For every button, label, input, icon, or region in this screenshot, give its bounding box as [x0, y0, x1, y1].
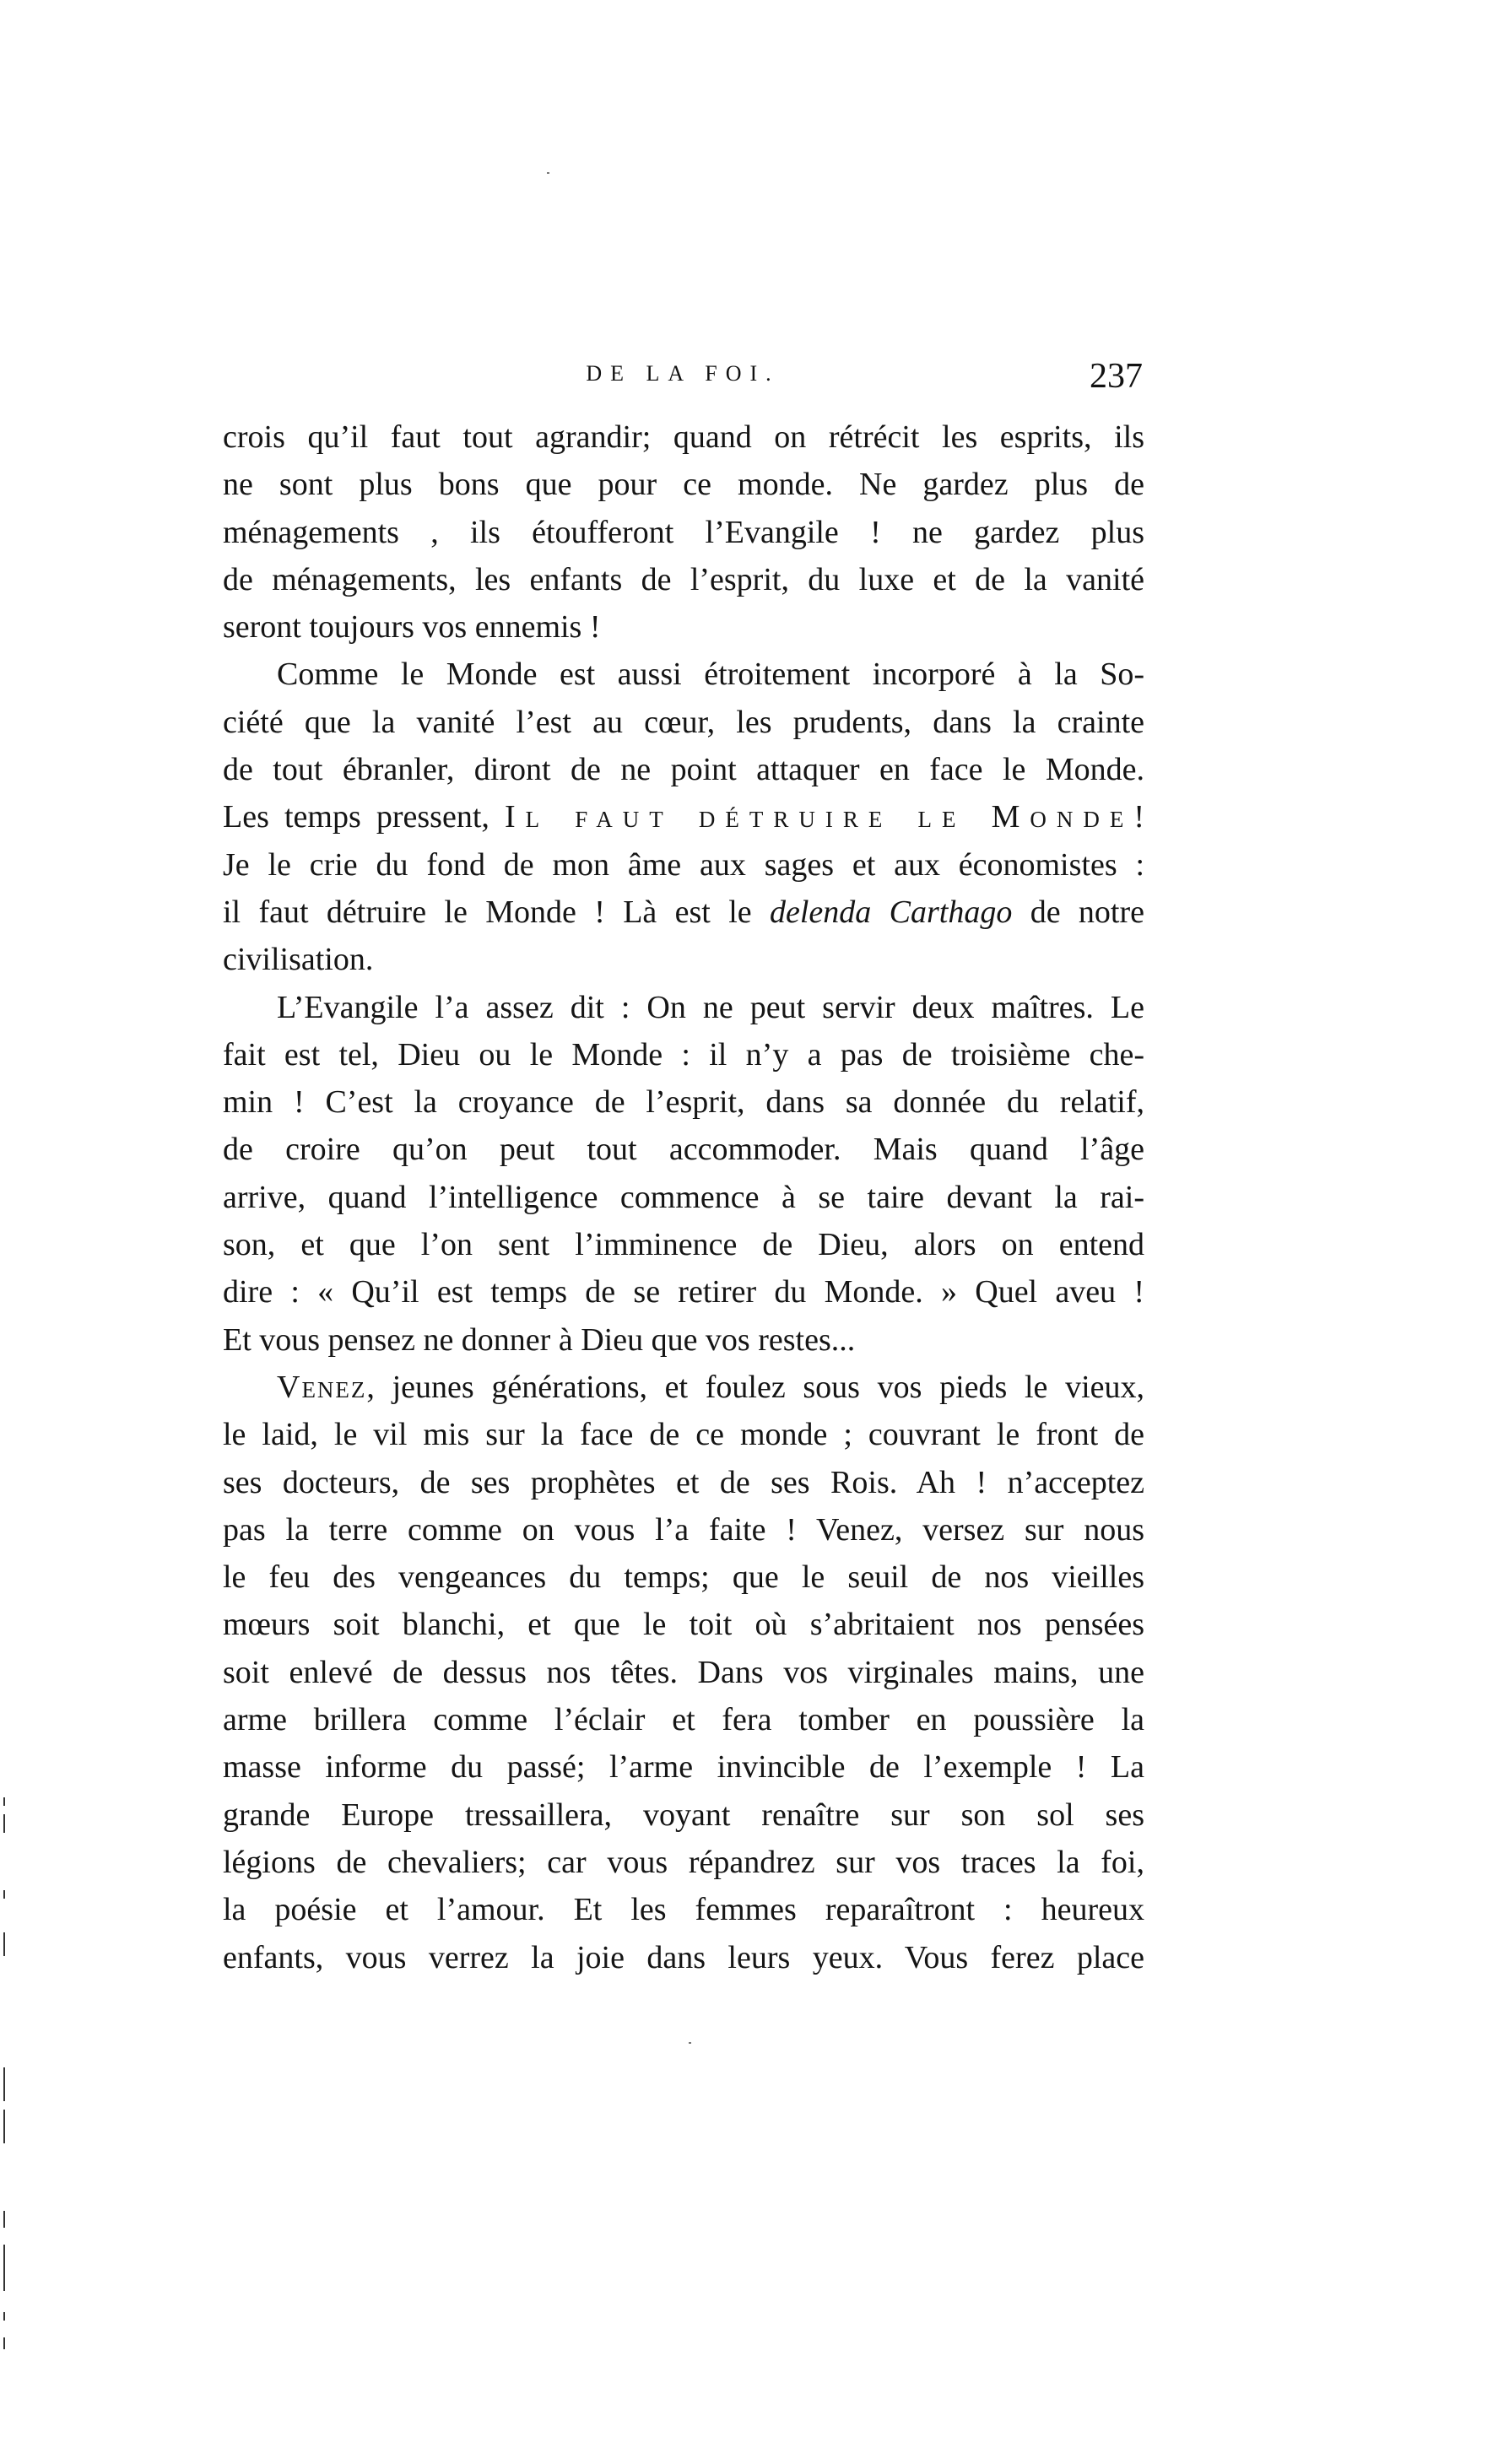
text-run: ! — [1133, 799, 1144, 835]
text-line: la poésie et l’amour. Et les femmes reparaîtront : heureux — [223, 1892, 1144, 1928]
body-text — [223, 413, 1144, 1981]
text-line: ciété que la vanité l’est au cœur, les prudents, dans la crainte — [223, 704, 1144, 740]
text-line: min ! C’est la croyance de l’esprit, dans sa donnée du relatif, — [223, 1084, 1144, 1121]
text-line: pas la terre comme on vous l’a faite ! Venez, versez sur nous — [223, 1511, 1144, 1548]
text-line: arrive, quand l’intelligence commence à se taire devant la rai- — [223, 1179, 1144, 1215]
text-line: le feu des vengeances du temps; que le seuil de nos vieilles — [223, 1559, 1144, 1596]
text-run: , jeunes générations, et foulez sous vos pieds le vieux, — [366, 1369, 1144, 1405]
text-line: Et vous pensez ne donner à Dieu que vos restes... — [223, 1321, 856, 1358]
text-line: ne sont plus bons que pour ce monde. Ne gardez plus de — [223, 467, 1144, 503]
text-line: masse informe du passé; l’arme invincible de l’exemple ! La — [223, 1749, 1144, 1786]
text-line: son, et que l’on sent l’imminence de Dieu, alors on entend — [223, 1227, 1144, 1263]
text-line: dire : « Qu’il est temps de se retirer du Monde. » Quel aveu ! — [223, 1274, 1144, 1310]
text-run: de notre — [1012, 894, 1144, 930]
text-line: Je le crie du fond de mon âme aux sages et aux économistes : — [223, 846, 1144, 883]
scan-artifact-mark — [3, 1814, 5, 1833]
scan-speck — [547, 172, 549, 174]
scan-speck — [689, 2042, 691, 2044]
text-line: ses docteurs, de ses prophètes et de ses Rois. Ah ! n’acceptez — [223, 1464, 1144, 1500]
italic-latin-phrase: delenda Carthago — [770, 894, 1013, 930]
scan-artifact-mark — [3, 2067, 5, 2101]
text-line: de ménagements, les enfants de l’esprit, du luxe et de la vanité — [223, 561, 1144, 597]
scan-artifact-mark — [3, 1932, 5, 1956]
text-line: soit enlevé de dessus nos têtes. Dans vos virginales mains, une — [223, 1654, 1144, 1690]
text-line: civilisation. — [223, 942, 374, 978]
text-line: crois qu’il faut tout agrandir; quand on rétrécit les esprits, ils — [223, 419, 1144, 455]
text-line-emphasis — [223, 793, 1144, 840]
text-line: de croire qu’on peut tout accommoder. Mais quand l’âge — [223, 1132, 1144, 1168]
text-line: fait est tel, Dieu ou le Monde : il n’y a pas de troisième che- — [223, 1036, 1144, 1073]
scan-artifact-mark — [3, 1797, 5, 1806]
page-number: 237 — [1090, 357, 1143, 396]
scan-artifact-mark — [3, 1890, 5, 1899]
text-line: mœurs soit blanchi, et que le toit où s’abritaient nos pensées — [223, 1607, 1144, 1643]
text-line: Comme le Monde est aussi étroitement incorporé à la So- — [277, 657, 1144, 693]
running-head — [223, 356, 1143, 396]
text-line: de tout ébranler, diront de ne point attaquer en face le Monde. — [223, 752, 1144, 788]
text-run: Les temps pressent, — [223, 799, 505, 835]
scan-artifact-mark — [3, 2110, 5, 2143]
scan-artifact-mark — [3, 2245, 5, 2291]
text-line: grande Europe tressaillera, voyant renaître sur son sol ses — [223, 1797, 1144, 1833]
text-line: légions de chevaliers; car vous répandrez sur vos traces la foi, — [223, 1844, 1144, 1880]
text-line: L’Evangile l’a assez dit : On ne peut servir deux maîtres. Le — [277, 989, 1144, 1025]
text-line: arme brillera comme l’éclair et fera tomber en poussière la — [223, 1702, 1144, 1738]
text-line-smallcaps-start — [223, 1364, 1144, 1411]
smallcaps-word: Venez — [277, 1369, 367, 1405]
text-line-italic — [223, 889, 1144, 936]
running-head-title: DE LA FOI. — [586, 361, 780, 386]
scan-artifact-mark — [3, 2312, 5, 2321]
scan-artifact-mark — [3, 2337, 5, 2349]
text-line: ménagements , ils étoufferont l’Evangile ! ne gardez plus — [223, 514, 1144, 550]
text-line: seront toujours vos ennemis ! — [223, 609, 601, 646]
smallcaps-emphasis: Il faut détruire le Monde — [505, 799, 1134, 835]
text-line: enfants, vous verrez la joie dans leurs yeux. Vous ferez place — [223, 1939, 1144, 1975]
text-run: il faut détruire le Monde ! Là est le — [223, 894, 770, 930]
text-line: le laid, le vil mis sur la face de ce monde ; couvrant le front de — [223, 1417, 1144, 1453]
scan-artifact-mark — [3, 2211, 5, 2228]
